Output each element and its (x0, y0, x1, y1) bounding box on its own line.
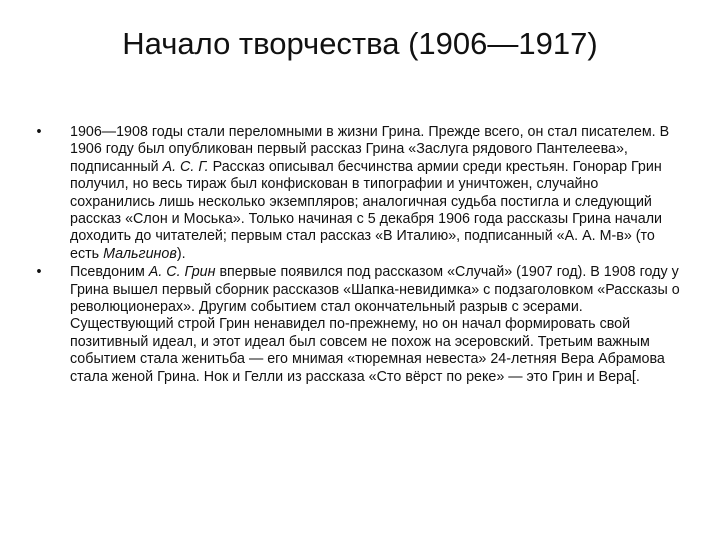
bullet-1-text-part-2: Рассказ описывал бесчинства армии среди крестьян. Гонорар Грин получил, но весь тираж был конфискован в типографии и уничтожен, случайно сохранились лишь несколько экземпляров; аналогичная судьба постигла и следующий рассказ «Слон и Моська». Только начиная с 5 декабря 1906 года рассказы Грина начали доходить до читателей; первым стал рассказ «В Италию», подписанный «А. А. М-в» (то есть (70, 158, 663, 262)
bullet-item-1 (32, 124, 682, 263)
bullet-icon: • (36, 264, 42, 281)
bullet-2-italic-pseudonym: А. С. Грин (148, 264, 216, 281)
bullet-list (32, 124, 682, 387)
bullet-icon: • (36, 124, 42, 140)
bullet-2-text-part-1: Псевдоним (70, 264, 149, 281)
bullet-item-2 (32, 264, 682, 386)
bullet-1-text-part-3: ). (176, 245, 186, 262)
bullet-text-1 (70, 124, 682, 263)
bullet-1-text-part-1: 1906—1908 годы стали переломными в жизни Грина. Прежде всего, он стал писателем. В 1906 году был опубликован первый рассказ Грина «Заслуга рядового Пантелеева», подписанный (70, 124, 670, 175)
bullet-2-footnote-mark: [ (631, 368, 636, 385)
bullet-1-italic-name: Мальгинов (103, 245, 177, 262)
bullet-text-2 (70, 264, 682, 386)
bullet-1-italic-signature: А. С. Г. (162, 158, 209, 175)
bullet-2-text-part-2: впервые появился под рассказом «Случай» (1907 год). В 1908 году у Грина вышел первый сборник рассказов «Шапка-невидимка» с подзаголовком «Рассказы о революционерах». Другим событием стал окончательный разрыв с эсерами. Существующий строй Грин ненавидел по-прежнему, но он начал формировать свой позитивный идеал, и этот идеал был совсем не похож на эсеровский. Третьим важным событием стала женитьба — его мнимая «тюремная невеста» 24-летняя Вера Абрамова стала женой Грина. Нок и Гелли из рассказа «Сто вёрст по реке» — это Грин и Вера (70, 264, 680, 385)
bullet-2-text-part-3: . (635, 368, 640, 385)
slide-title: Начало творчества (1906—1917) (122, 26, 598, 61)
